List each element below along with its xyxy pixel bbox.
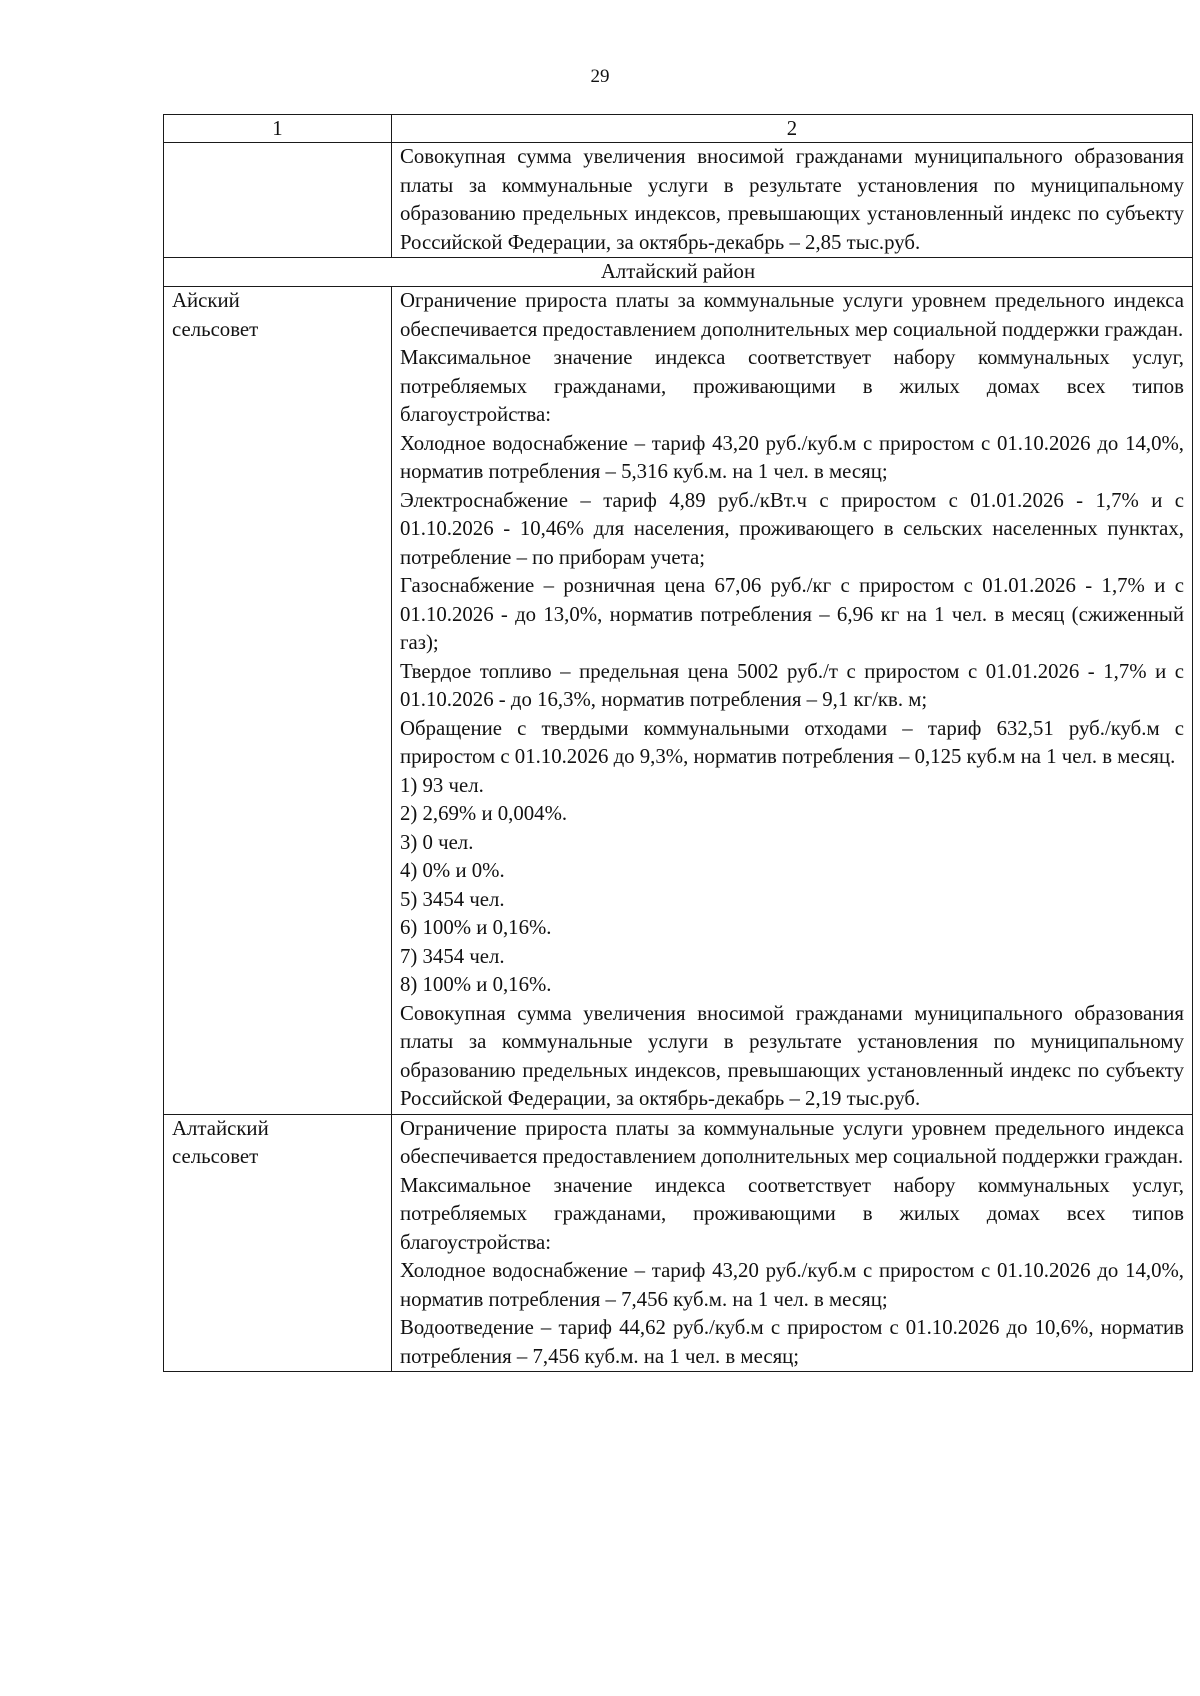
numbered-item: 5) 3454 чел. — [400, 887, 505, 911]
paragraph-max-index: Максимальное значение индекса соответствует набору коммунальных услуг, потребляемых гражданами, проживающими в жилых домах всех типов благоустройства: — [400, 346, 1184, 426]
region-heading: Алтайский район — [164, 258, 1193, 287]
continuation-row — [164, 143, 1193, 258]
numbered-item: 7) 3454 чел. — [400, 944, 505, 968]
paragraph-cold-water: Холодное водоснабжение – тариф 43,20 руб./куб.м с приростом с 01.10.2026 до 14,0%, норматив потребления – 5,316 куб.м. на 1 чел. в месяц; — [400, 431, 1184, 483]
settlement-row-aisky — [164, 287, 1193, 1115]
settlement-measures-cell — [392, 1114, 1193, 1372]
paragraph-wastewater: Водоотведение – тариф 44,62 руб./куб.м с приростом с 01.10.2026 до 10,6%, норматив потребления – 7,456 куб.м. на 1 чел. в месяц; — [400, 1316, 1184, 1368]
page-number: 29 — [590, 66, 610, 87]
settlement-name: Алтайский сельсовет — [172, 1116, 269, 1168]
continuation-summary: Совокупная сумма увеличения вносимой гражданами муниципального образования платы за коммунальные услуги в результате установления по муниципальному образованию предельных индексов, превышающих установленный индекс по субъекту Российской Федерации, за октябрь-декабрь – 2,85 тыс.руб. — [400, 145, 1184, 254]
numbered-item: 1) 93 чел. — [400, 773, 484, 797]
index-table — [163, 114, 1193, 1372]
numbered-item: 3) 0 чел. — [400, 830, 474, 854]
paragraph-max-index: Максимальное значение индекса соответствует набору коммунальных услуг, потребляемых гражданами, проживающими в жилых домах всех типов благоустройства: — [400, 1173, 1184, 1254]
numbered-item: 8) 100% и 0,16%. — [400, 973, 552, 996]
settlement-name-cell — [164, 1114, 392, 1372]
settlement-measures-cell — [392, 287, 1193, 1115]
settlement-name: Айский сельсовет — [172, 289, 259, 341]
paragraph-limit-growth: Ограничение прироста платы за коммунальные услуги уровнем предельного индекса обеспечивается предоставлением дополнительных мер социальной поддержки граждан. — [400, 1116, 1184, 1168]
settlement-name-cell — [164, 287, 392, 1115]
continuation-settlement-cell — [164, 143, 392, 258]
paragraph-gas: Газоснабжение – розничная цена 67,06 руб./кг с приростом с 01.01.2026 - 1,7% и с 01.10.2026 - до 13,0%, норматив потребления – 6,96 кг на 1 чел. в месяц (сжиженный газ); — [400, 574, 1184, 654]
column-header-2: 2 — [392, 115, 1193, 143]
settlement-row-altaisky — [164, 1114, 1193, 1372]
column-number-row — [164, 115, 1193, 143]
paragraph-solid-fuel: Твердое топливо – предельная цена 5002 руб./т с приростом с 01.01.2026 - 1,7% и с 01.10.2026 - до 16,3%, норматив потребления – 9,1 кг/кв. м; — [400, 659, 1184, 711]
numbered-item: 6) 100% и 0,16%. — [400, 916, 552, 939]
continuation-text-cell — [392, 143, 1193, 258]
paragraph-cold-water: Холодное водоснабжение – тариф 43,20 руб./куб.м с приростом с 01.10.2026 до 14,0%, норматив потребления – 7,456 куб.м. на 1 чел. в месяц; — [400, 1259, 1184, 1311]
region-row — [164, 258, 1193, 287]
paragraph-total-increase: Совокупная сумма увеличения вносимой гражданами муниципального образования платы за коммунальные услуги в результате установления по муниципальному образованию предельных индексов, превышающих установленный индекс по субъекту Российской Федерации, за октябрь-декабрь – 2,19 тыс.руб. — [400, 1001, 1184, 1110]
paragraph-electricity: Электроснабжение – тариф 4,89 руб./кВт.ч с приростом с 01.01.2026 - 1,7% и с 01.10.2026 - 10,46% для населения, проживающего в сельских населенных пунктах, потребление – по приборам учета; — [400, 488, 1184, 569]
numbered-item: 2) 2,69% и 0,004%. — [400, 802, 568, 825]
paragraph-limit-growth: Ограничение прироста платы за коммунальные услуги уровнем предельного индекса обеспечивается предоставлением дополнительных мер социальной поддержки граждан. — [400, 289, 1184, 341]
paragraph-solid-waste: Обращение с твердыми коммунальными отходами – тариф 632,51 руб./куб.м с приростом с 01.10.2026 до 9,3%, норматив потребления – 0,125 куб.м на 1 чел. в месяц. — [400, 716, 1184, 768]
numbered-item: 4) 0% и 0%. — [400, 859, 505, 882]
column-header-1: 1 — [164, 115, 392, 143]
